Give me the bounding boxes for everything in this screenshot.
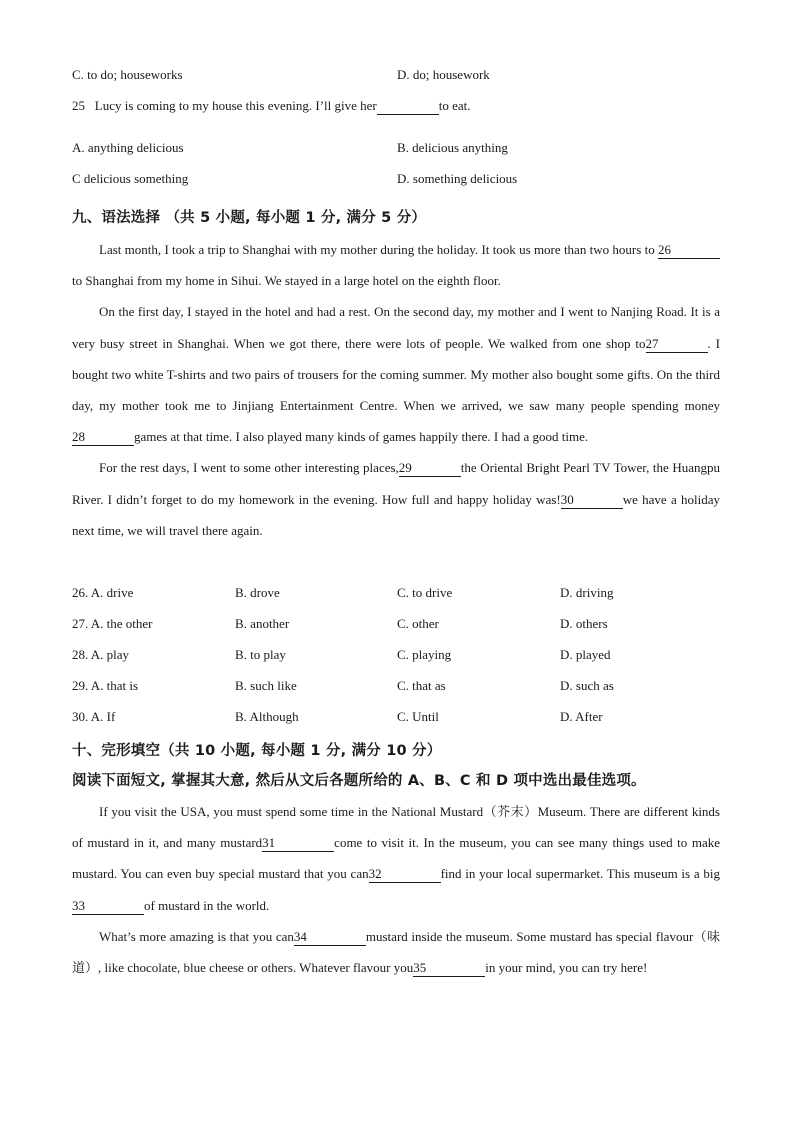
option-28a[interactable]: 28. A. play — [72, 647, 130, 662]
question-stem-end: to eat. — [438, 98, 471, 113]
question-number: 25 — [72, 98, 85, 113]
option-25d[interactable]: D. something delicious — [397, 171, 518, 186]
option-26c[interactable]: C. to drive — [397, 585, 453, 600]
answer-blank — [377, 98, 439, 115]
option-27d[interactable]: D. others — [560, 616, 608, 631]
option-27c[interactable]: C. other — [397, 616, 439, 631]
passage-paragraph-2: What’s more amazing is that you can34 mustard inside the museum. Some mustard has special flavour（味道）, like chocolate, blue cheese or others. Whatever flavour you35 in your mind, you can try here! — [72, 928, 720, 976]
option-30d[interactable]: D. After — [560, 709, 603, 724]
option-26d[interactable]: D. driving — [560, 585, 614, 600]
section-9-heading: 九、语法选择 （共 5 小题, 每小题 1 分, 满分 5 分） — [72, 210, 427, 226]
passage-paragraph-1: Last month, I took a trip to Shanghai with my mother during the holiday. It took us more than two hours to 26to Shanghai from my home in Sihui. We stayed in a large hotel on the eighth floor. — [72, 234, 720, 296]
option-29c[interactable]: C. that as — [397, 678, 446, 693]
blank-33[interactable]: 33 — [72, 898, 144, 915]
option-29d[interactable]: D. such as — [560, 678, 614, 693]
option-30b[interactable]: B. Although — [235, 709, 299, 724]
option-29b[interactable]: B. such like — [235, 678, 297, 693]
section-10-instruction: 阅读下面短文, 掌握其大意, 然后从文后各题所给的 A、B、C 和 D 项中选出最佳选项。 — [72, 773, 646, 789]
option-28b[interactable]: B. to play — [235, 647, 286, 662]
blank-26[interactable]: 26 — [658, 242, 720, 259]
option-30a[interactable]: 30. A. If — [72, 709, 116, 724]
question-25 — [72, 97, 471, 115]
section-10-heading: 十、完形填空（共 10 小题, 每小题 1 分, 满分 10 分） — [72, 743, 442, 759]
blank-31[interactable]: 31 — [262, 835, 334, 852]
blank-34[interactable]: 34 — [294, 929, 366, 946]
option-25a[interactable]: A. anything delicious — [72, 140, 184, 155]
passage-paragraph-2: On the first day, I stayed in the hotel and had a rest. On the second day, my mother and I went to Nanjing Road. It is a very busy street in Shanghai. When we got there, there were lots of people. We walked from one shop to27 . I bought two white T-shirts and two pairs of trousers for the coming summer. My mother also bought some gifts. On the third day, my mother took me to Jinjiang Entertainment Centre. When we arrived, we saw many people spending money28 games at that time. I also played many kinds of games happily there. I had a good time. — [72, 304, 720, 445]
blank-35[interactable]: 35 — [413, 960, 485, 977]
option-29a[interactable]: 29. A. that is — [72, 678, 139, 693]
option-27b[interactable]: B. another — [235, 616, 290, 631]
option-24c[interactable]: C. to do; houseworks — [72, 67, 183, 82]
blank-29[interactable]: 29 — [399, 460, 461, 477]
question-stem: Lucy is coming to my house this evening. I’ll give her — [94, 98, 377, 113]
blank-28[interactable]: 28 — [72, 429, 134, 446]
section-10-passage — [72, 796, 720, 983]
section-9-passage — [72, 234, 720, 546]
blank-27[interactable]: 27 — [646, 336, 708, 353]
option-24d[interactable]: D. do; housework — [397, 67, 490, 82]
option-25b[interactable]: B. delicious anything — [397, 140, 508, 155]
option-28d[interactable]: D. played — [560, 647, 611, 662]
option-27a[interactable]: 27. A. the other — [72, 616, 153, 631]
option-30c[interactable]: C. Until — [397, 709, 439, 724]
blank-32[interactable]: 32 — [369, 866, 441, 883]
option-28c[interactable]: C. playing — [397, 647, 452, 662]
passage-paragraph-3: For the rest days, I went to some other interesting places,29 the Oriental Bright Pearl TV Tower, the Huangpu River. I didn’t forget to do my homework in the evening. How full and happy holiday was!30 we have a holiday next time, we will travel there again. — [72, 460, 720, 538]
option-25c[interactable]: C delicious something — [72, 171, 189, 186]
option-26b[interactable]: B. drove — [235, 585, 280, 600]
passage-paragraph-1: If you visit the USA, you must spend some time in the National Mustard（芥末）Museum. There are different kinds of mustard in it, and many mustard31 come to visit it. In the museum, you can see many things used to make mustard. You can even buy special mustard that you can32 find in your local supermarket. This museum is a big33 of mustard in the world. — [72, 804, 720, 913]
blank-30[interactable]: 30 — [561, 492, 623, 509]
option-26a[interactable]: 26. A. drive — [72, 585, 134, 600]
